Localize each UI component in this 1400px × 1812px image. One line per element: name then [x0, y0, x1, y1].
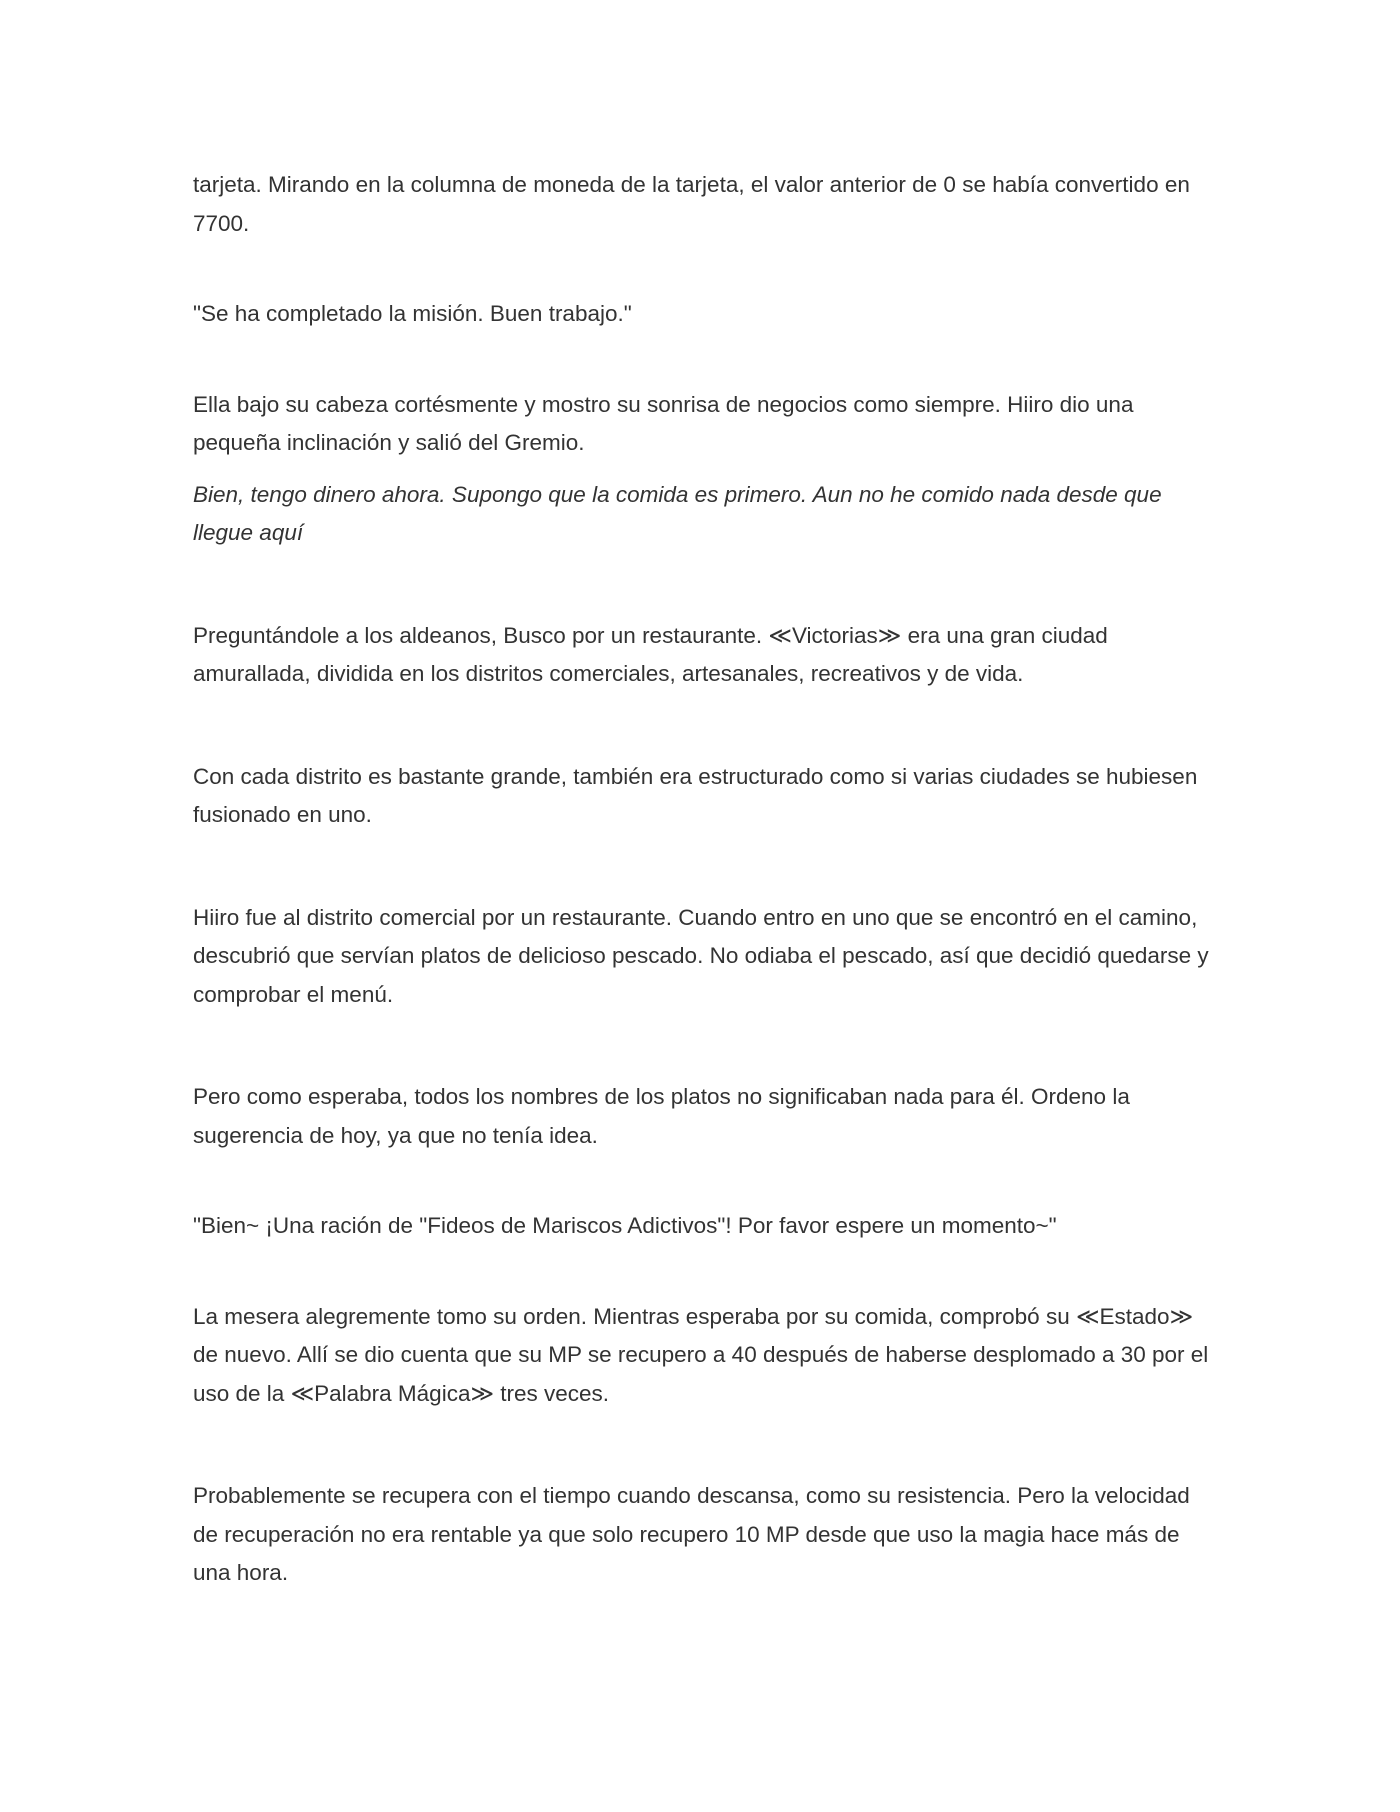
paragraph-3: Ella bajo su cabeza cortésmente y mostro su sonrisa de negocios como siempre. Hiiro dio una pequeña inclinación y salió del Gremio. [193, 391, 1134, 455]
paragraph-1: tarjeta. Mirando en la columna de moneda de la tarjeta, el valor anterior de 0 se había convertido en 7700. [193, 172, 1190, 236]
paragraph-2: "Se ha completado la misión. Buen trabajo." [193, 301, 632, 326]
paragraph-9: "Bien~ ¡Una ración de "Fideos de Mariscos Adictivos"! Por favor espere un momento~" [193, 1213, 1057, 1238]
document-page [193, 166, 1213, 1593]
paragraph-4-thought: Bien, tengo dinero ahora. Supongo que la comida es primero. Aun no he comido nada desde que llegue aquí [193, 481, 1162, 545]
paragraph-5: Preguntándole a los aldeanos, Busco por un restaurante. ≪Victorias≫ era una gran ciudad amurallada, dividida en los distritos comerciales, artesanales, recreativos y de vida. [193, 622, 1108, 686]
paragraph-6: Con cada distrito es bastante grande, también era estructurado como si varias ciudades se hubiesen fusionado en uno. [193, 763, 1198, 827]
paragraph-10: La mesera alegremente tomo su orden. Mientras esperaba por su comida, comprobó su ≪Estado≫ de nuevo. Allí se dio cuenta que su MP se recupero a 40 después de haberse desplomado a 30 por el uso de la ≪Palabra Mágica≫ tres veces. [193, 1303, 1209, 1406]
paragraph-11: Probablemente se recupera con el tiempo cuando descansa, como su resistencia. Pero la velocidad de recuperación no era rentable ya que solo recupero 10 MP desde que uso la magia hace más de una hora. [193, 1483, 1190, 1585]
paragraph-8: Pero como esperaba, todos los nombres de los platos no significaban nada para él. Ordeno la sugerencia de hoy, ya que no tenía idea. [193, 1084, 1130, 1148]
paragraph-7: Hiiro fue al distrito comercial por un restaurante. Cuando entro en uno que se encontró en el camino, descubrió que servían platos de delicioso pescado. No odiaba el pescado, así que decidió quedarse y comprobar el menú. [193, 904, 1209, 1007]
